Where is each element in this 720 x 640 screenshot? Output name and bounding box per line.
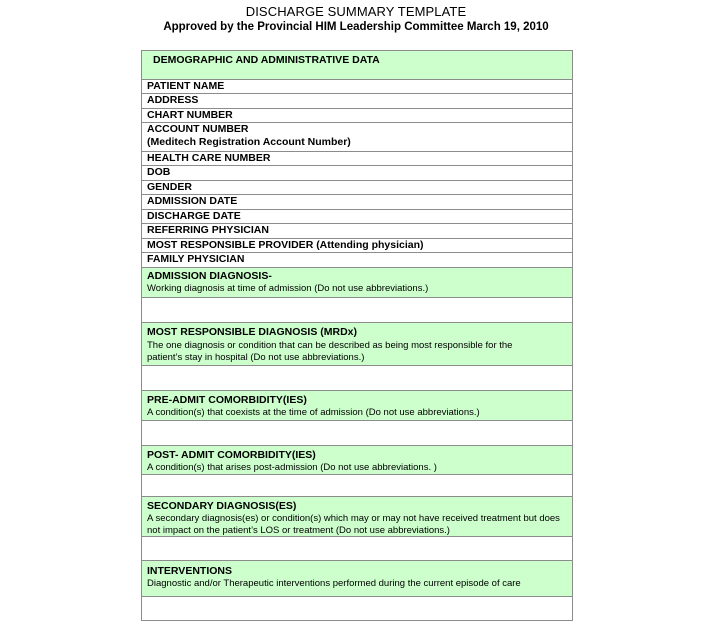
entry-interventions[interactable] <box>142 597 572 621</box>
section-title: POST- ADMIT COMORBIDITY(IES) <box>147 449 316 461</box>
document-subtitle: Approved by the Provincial HIM Leadership Committee March 19, 2010 <box>163 21 549 33</box>
field-label: MOST RESPONSIBLE PROVIDER (Attending physician) <box>147 239 424 251</box>
demographic-heading-row <box>142 51 572 80</box>
field-label: FAMILY PHYSICIAN <box>147 253 245 265</box>
field-label: ADDRESS <box>147 94 199 106</box>
section-note: A condition(s) that arises post-admission (Do not use abbreviations. ) <box>147 462 437 473</box>
field-label: REFERRING PHYSICIAN <box>147 224 269 236</box>
section-pre-admit-comorbidity <box>142 391 572 421</box>
section-note: A secondary diagnosis(es) or condition(s) which may or may not have received treatment but does <box>147 513 560 524</box>
field-label: CHART NUMBER <box>147 109 233 121</box>
field-discharge-date[interactable] <box>142 210 572 224</box>
field-label: DOB <box>147 166 171 178</box>
section-title: ADMISSION DIAGNOSIS- <box>147 270 272 282</box>
field-sublabel: (Meditech Registration Account Number) <box>147 136 351 148</box>
field-label: ACCOUNT NUMBER <box>147 123 249 135</box>
field-chart-number[interactable] <box>142 109 572 123</box>
section-note: The one diagnosis or condition that can be described as being most responsible for the <box>147 340 513 351</box>
field-referring-physician[interactable] <box>142 224 572 239</box>
field-gender[interactable] <box>142 181 572 195</box>
field-health-care-number[interactable] <box>142 152 572 166</box>
section-title: INTERVENTIONS <box>147 565 232 577</box>
section-note: Working diagnosis at time of admission (Do not use abbreviations.) <box>147 283 429 294</box>
section-note: Diagnostic and/or Therapeutic interventions performed during the current episode of care <box>147 578 521 589</box>
section-title: SECONDARY DIAGNOSIS(ES) <box>147 500 297 512</box>
field-family-physician[interactable] <box>142 253 572 268</box>
section-most-responsible-diagnosis <box>142 323 572 366</box>
section-note: A condition(s) that coexists at the time of admission (Do not use abbreviations.) <box>147 407 480 418</box>
field-label: HEALTH CARE NUMBER <box>147 152 271 164</box>
demographic-heading: DEMOGRAPHIC AND ADMINISTRATIVE DATA <box>153 54 380 66</box>
field-most-responsible-provider[interactable] <box>142 239 572 253</box>
field-address[interactable] <box>142 94 572 109</box>
section-post-admit-comorbidity <box>142 446 572 475</box>
field-label: DISCHARGE DATE <box>147 210 241 222</box>
section-title: PRE-ADMIT COMORBIDITY(IES) <box>147 394 307 406</box>
field-label: PATIENT NAME <box>147 80 225 92</box>
entry-pre-admit-comorbidity[interactable] <box>142 421 572 446</box>
section-admission-diagnosis <box>142 268 572 298</box>
entry-most-responsible-diagnosis[interactable] <box>142 366 572 391</box>
field-patient-name[interactable] <box>142 80 572 94</box>
field-label: ADMISSION DATE <box>147 195 238 207</box>
discharge-summary-form <box>141 50 573 621</box>
field-dob[interactable] <box>142 166 572 181</box>
entry-secondary-diagnosis[interactable] <box>142 537 572 561</box>
section-note: not impact on the patient’s LOS or treatment (Do not use abbreviations.) <box>147 525 450 536</box>
entry-admission-diagnosis[interactable] <box>142 298 572 323</box>
entry-post-admit-comorbidity[interactable] <box>142 475 572 497</box>
field-label: GENDER <box>147 181 192 193</box>
field-admission-date[interactable] <box>142 195 572 210</box>
section-secondary-diagnosis <box>142 497 572 537</box>
document-title: DISCHARGE SUMMARY TEMPLATE <box>245 4 467 19</box>
field-account-number[interactable] <box>142 123 572 152</box>
section-interventions <box>142 561 572 597</box>
section-note: patient’s stay in hospital (Do not use abbreviations.) <box>147 352 365 363</box>
section-title: MOST RESPONSIBLE DIAGNOSIS (MRDx) <box>147 326 358 338</box>
